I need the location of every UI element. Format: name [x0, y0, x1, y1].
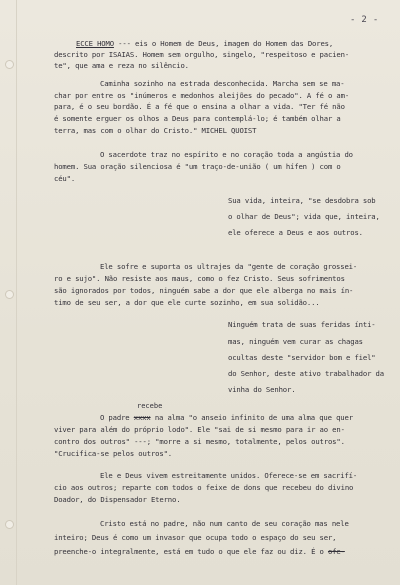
text-line: Ninguém trata de suas feridas ínti- — [228, 320, 376, 329]
text-line: Cristo está no padre, não num canto de seu coração mas nele — [100, 519, 349, 528]
text-line: ocultas deste "servidor bom e fiel" — [228, 353, 376, 362]
text-line: contro dos outros" ---; "morre a si mesmo, totalmente, pelos outros". — [54, 437, 345, 446]
text-line: Caminha sozinho na estrada desconhecida. Marcha sem se ma- — [100, 79, 345, 88]
text-line: inteiro; Deus é como um invasor que ocupa todo o espaço do seu ser, — [54, 533, 337, 542]
insertion-note: recebe — [137, 402, 163, 410]
text-line: ele oferece a Deus e aos outros. — [228, 228, 363, 237]
text-line: timo de seu ser, a dor que ele curte sozinho, em sua solidão... — [54, 298, 320, 307]
struck-word: ofe- — [327, 547, 345, 556]
text-line: é somente erguer os olhos a Deus para contemplá-lo; é também olhar a — [54, 114, 341, 123]
binder-margin — [0, 0, 17, 585]
text-line: O sacerdote traz no espírito e no coração toda a angústia do — [100, 150, 353, 159]
text-line: "Crucifica-se pelos outros". — [54, 449, 173, 458]
text-line: o olhar de Deus"; vida que, inteira, — [228, 212, 380, 221]
text-line: Doador, do Dispensador Eterno. — [54, 495, 181, 504]
text-line: O padre xxxx na alma "o anseio infinito de uma alma que quer — [100, 413, 353, 422]
text-line: viver para além do próprio lodo". Ele "sai de si mesmo para ir ao en- — [54, 425, 345, 434]
text-line: mas, ninguém vem curar as chagas — [228, 337, 363, 346]
text-line: te", que ama e reza no silêncio. — [54, 61, 189, 70]
punch-hole — [5, 520, 14, 529]
punch-hole — [5, 290, 14, 299]
struck-word: xxxx — [133, 413, 151, 422]
text-line: ECCE HOMO --- eis o Homem de Deus, imagem do Homem das Dores, — [76, 39, 334, 48]
text-line: cio aos outros; reparte com todos o feixe de dons que recebeu do divino — [54, 483, 354, 492]
text-line: homem. Sua oração silenciosa é "um traço-de-união ( um hífen ) com o — [54, 162, 341, 171]
text-line: Ele sofre e suporta os ultrajes da "gente de coração grossei- — [100, 262, 358, 271]
text-line: terra, mas com o olhar do Cristo." MICHEL QUOIST — [54, 126, 257, 135]
text-line: para, é o seu bordão. É a fé que o ensina a olhar a vida. "Ter fé não — [54, 102, 345, 111]
text-line: Ele e Deus vivem estreitamente unidos. Oferece-se em sacrifí- — [100, 471, 358, 480]
page-number: - 2 - — [350, 15, 379, 25]
punch-hole — [5, 60, 14, 69]
text-line: céu". — [54, 174, 76, 183]
text-line: ro e sujo". Não resiste aos maus, como o fez Cristo. Seus sofrimentos — [54, 274, 345, 283]
title-ecce-homo: ECCE HOMO — [76, 39, 114, 48]
text-line: preenche-o integralmente, está em tudo o que ele faz ou diz. É o ofe- — [54, 547, 345, 556]
text-line: char por entre os "inúmeros e medonhos aleijões do pecado". A fé o am- — [54, 91, 350, 100]
text-line: do Senhor, deste ativo trabalhador da — [228, 369, 384, 378]
text-line: vinha do Senhor. — [228, 385, 296, 394]
text-line: são ignorados por todos, ninguém sabe a dor que ele alberga no mais ín- — [54, 286, 354, 295]
text-line: Sua vida, inteira, "se desdobra sob — [228, 196, 376, 205]
text-line: descrito por ISAIAS. Homem sem orgulho, singelo, "respeitoso e pacien- — [54, 50, 350, 59]
